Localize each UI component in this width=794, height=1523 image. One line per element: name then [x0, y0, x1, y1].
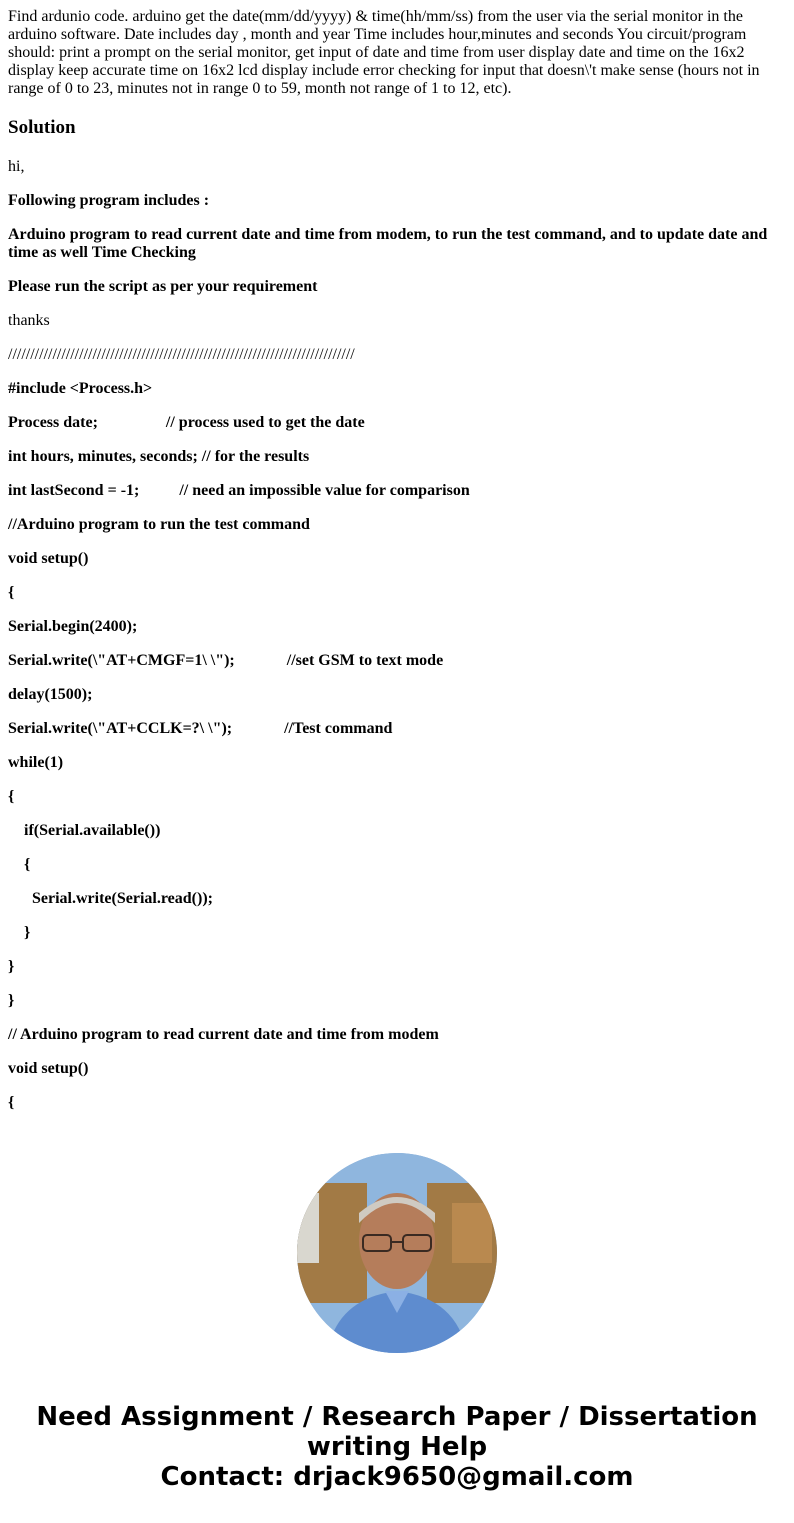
solution-line: int lastSecond = -1; // need an impossible value for comparison — [8, 482, 470, 499]
solution-line: thanks — [8, 312, 50, 329]
solution-line: Please run the script as per your requirement — [8, 278, 318, 295]
solution-line: void setup() — [8, 1060, 89, 1077]
author-avatar — [297, 1153, 497, 1353]
solution-line: //Arduino program to run the test command — [8, 516, 310, 533]
solution-line: Serial.write(Serial.read()); — [8, 890, 213, 907]
solution-line: ////////////////////////////////////////////////////////////////////////////// — [8, 346, 355, 363]
solution-line: } — [8, 992, 15, 1009]
solution-line: } — [8, 958, 15, 975]
promo-line-1: Need Assignment / Research Paper / Dissertation — [36, 1402, 758, 1432]
solution-line: Serial.write(\"AT+CCLK=?\ \"); //Test command — [8, 720, 393, 737]
solution-line: Serial.begin(2400); — [8, 618, 138, 635]
solution-line: void setup() — [8, 550, 89, 567]
solution-line: Serial.write(\"AT+CMGF=1\ \"); //set GSM to text mode — [8, 652, 444, 669]
promo-banner — [0, 1402, 794, 1492]
solution-line: } — [8, 924, 31, 941]
solution-line: while(1) — [8, 754, 64, 771]
solution-line: { — [8, 856, 31, 873]
promo-contact: Contact: drjack9650@gmail.com — [160, 1462, 634, 1492]
solution-line: // Arduino program to read current date and time from modem — [8, 1026, 439, 1043]
solution-line: Arduino program to read current date and time from modem, to run the test command, and to update date and time as well Time Checking — [8, 226, 768, 261]
solution-line: int hours, minutes, seconds; // for the results — [8, 448, 310, 465]
solution-line: { — [8, 1094, 15, 1111]
solution-heading: Solution — [8, 117, 76, 138]
solution-line: { — [8, 584, 15, 601]
solution-line: Following program includes : — [8, 192, 210, 209]
solution-line: delay(1500); — [8, 686, 93, 703]
question-text: Find ardunio code. arduino get the date(mm/dd/yyyy) & time(hh/mm/ss) from the user via the serial monitor in the arduino software. Date includes day , month and year Time includes hour,minutes and seconds You circuit/program should: print a prompt on the serial monitor, get input of date and time from user display date and time on the 16x2 display keep accurate time on 16x2 lcd display include error checking for input that doesn\'t make sense (hours not in range of 0 to 23, minutes not in range 0 to 59, month not range of 1 to 12, etc). — [8, 8, 760, 97]
avatar-photo — [297, 1153, 497, 1353]
solution-line: if(Serial.available()) — [8, 822, 161, 839]
solution-line: Process date; // process used to get the date — [8, 414, 365, 431]
document-body — [8, 8, 786, 1111]
solution-line: { — [8, 788, 15, 805]
promo-line-2: writing Help — [306, 1432, 488, 1462]
solution-line: hi, — [8, 158, 25, 175]
solution-line: #include <Process.h> — [8, 380, 153, 397]
